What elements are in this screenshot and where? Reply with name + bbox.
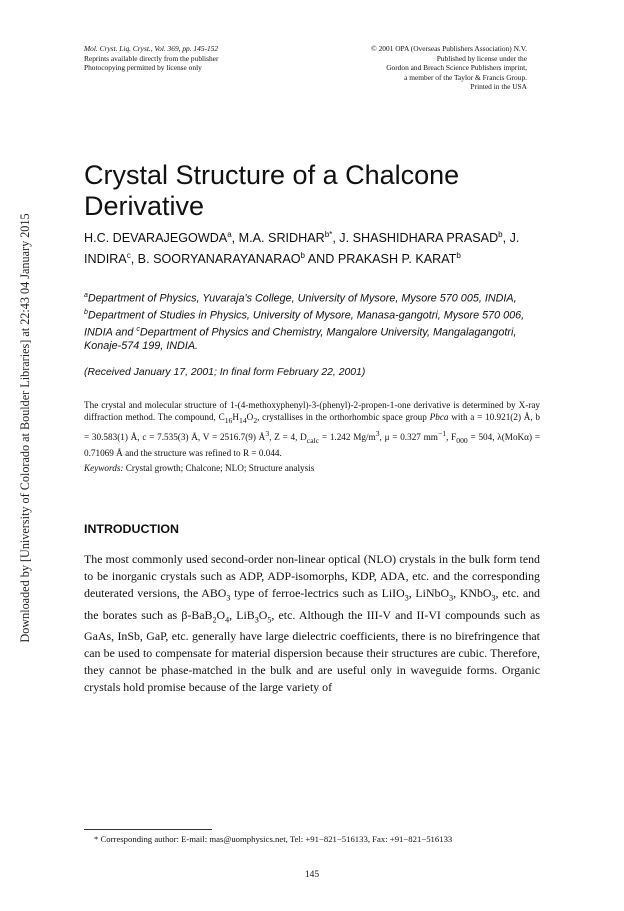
group-line: a member of the Taylor & Francis Group. [404,72,527,82]
license-line: Published by license under the [436,53,527,63]
received-dates: (Received January 17, 2001; In final form February 22, 2001) [84,367,366,378]
corresponding-author-footnote: * Corresponding author: E-mail: mas@uomphysics.net, Tel: +91−821−516133, Fax: +91−821−516133 [94,834,453,844]
reprint-note: Reprints available directly from the publisher [84,53,219,63]
introduction-paragraph: The most commonly used second-order non-linear optical (NLO) crystals in the bulk form tend to be inorganic crystals such as ADP, ADP-isomorphs, KDP, ADA, etc. and the corresponding deuterated versions, the $ABO_3$ type of ferroe-lectrics such as LiIO$_3$, LiNbO$_3$, KNbO$_3$, etc. and the borates such as $\beta-BaB_2O_4$, $LiB_3O_5$, etc. Although the III-V and II-VI compounds such as GaAs, InSb, GaP, etc. generally have large dielectric coefficients, there is no birefringence that can be used to compensate for material dispersion because their structures are cubic. Therefore, they cannot be phase-matched in the bulk and are useful only in waveguide forms. Organic crystals hold promise because of the large variety of [84,552,540,695]
imprint-line: Gordon and Breach Science Publishers imprint, [386,63,527,73]
journal-header [84,44,218,73]
author-list: H.C. DEVARAJEGOWDA$^a$, M.A. $SRIDHAR^{b*}$, J. SHASHIDHARA PRASAD$^b$, J. INDIRA$^c$, B. SOORYANARAYANARAO$^b$ AND PRAKASH P. KARAT$^b$ [84,230,520,267]
keywords-text: Crystal growth; Chalcone; NLO; Structure analysis [123,463,315,473]
paper-title: Crystal Structure of a Chalcone Derivative [84,160,460,221]
affiliations: $^a$Department of Physics, Yuvaraja's College, University of Mysore, Mysore 570 005, INDIA, $^b$Department of Studies in Physics, University of Mysore, Manasa-gangotri, Mysore 570 006, INDIA and $^c$Department of Physics and Chemistry, Mangalore University, Mangalagangotri, Konaje-574 199, INDIA. [84,292,525,353]
keywords-label: Keywords: [84,463,124,473]
photocopy-note: Photocopying permitted by license only [84,63,202,73]
publisher-header [371,44,527,92]
copyright-line: © 2001 OPA (Overseas Publishers Association) N.V. [371,44,527,53]
abstract: The crystal and molecular structure of 1-(4-methoxyphenyl)-3-(phenyl)-2-propen-1-one derivative is determined by X-ray diffraction method. The compound, $C_{16}H_{14}O_2$, crystallises in the orthorhombic space group Pbca with a = 10.921(2) Å, b = 30.583(1) Å, c = 7.535(3) Å, V = 2516.7(9) $Å^3$, Z = 4, $D_{calc} = 1.242$ $Mg/m^3$, μ = 0.327 $mm^{-1}$, $F_{000} = 504$, λ(MoKα) = 0.71069 Å and the structure was refined to R = 0.044. [84,400,540,458]
section-heading-introduction: INTRODUCTION [84,522,179,536]
keywords [84,463,540,473]
printed-line: Printed in the USA [470,82,527,92]
footnote-divider [84,829,212,830]
download-note: Downloaded by [University of Colorado at Boulder Libraries] at 22:43 04 January 2015 [18,213,32,643]
journal-citation: Mol. Cryst. Liq. Cryst., Vol. 369, pp. 145-152 [84,44,219,53]
page-number: 145 [304,870,320,880]
